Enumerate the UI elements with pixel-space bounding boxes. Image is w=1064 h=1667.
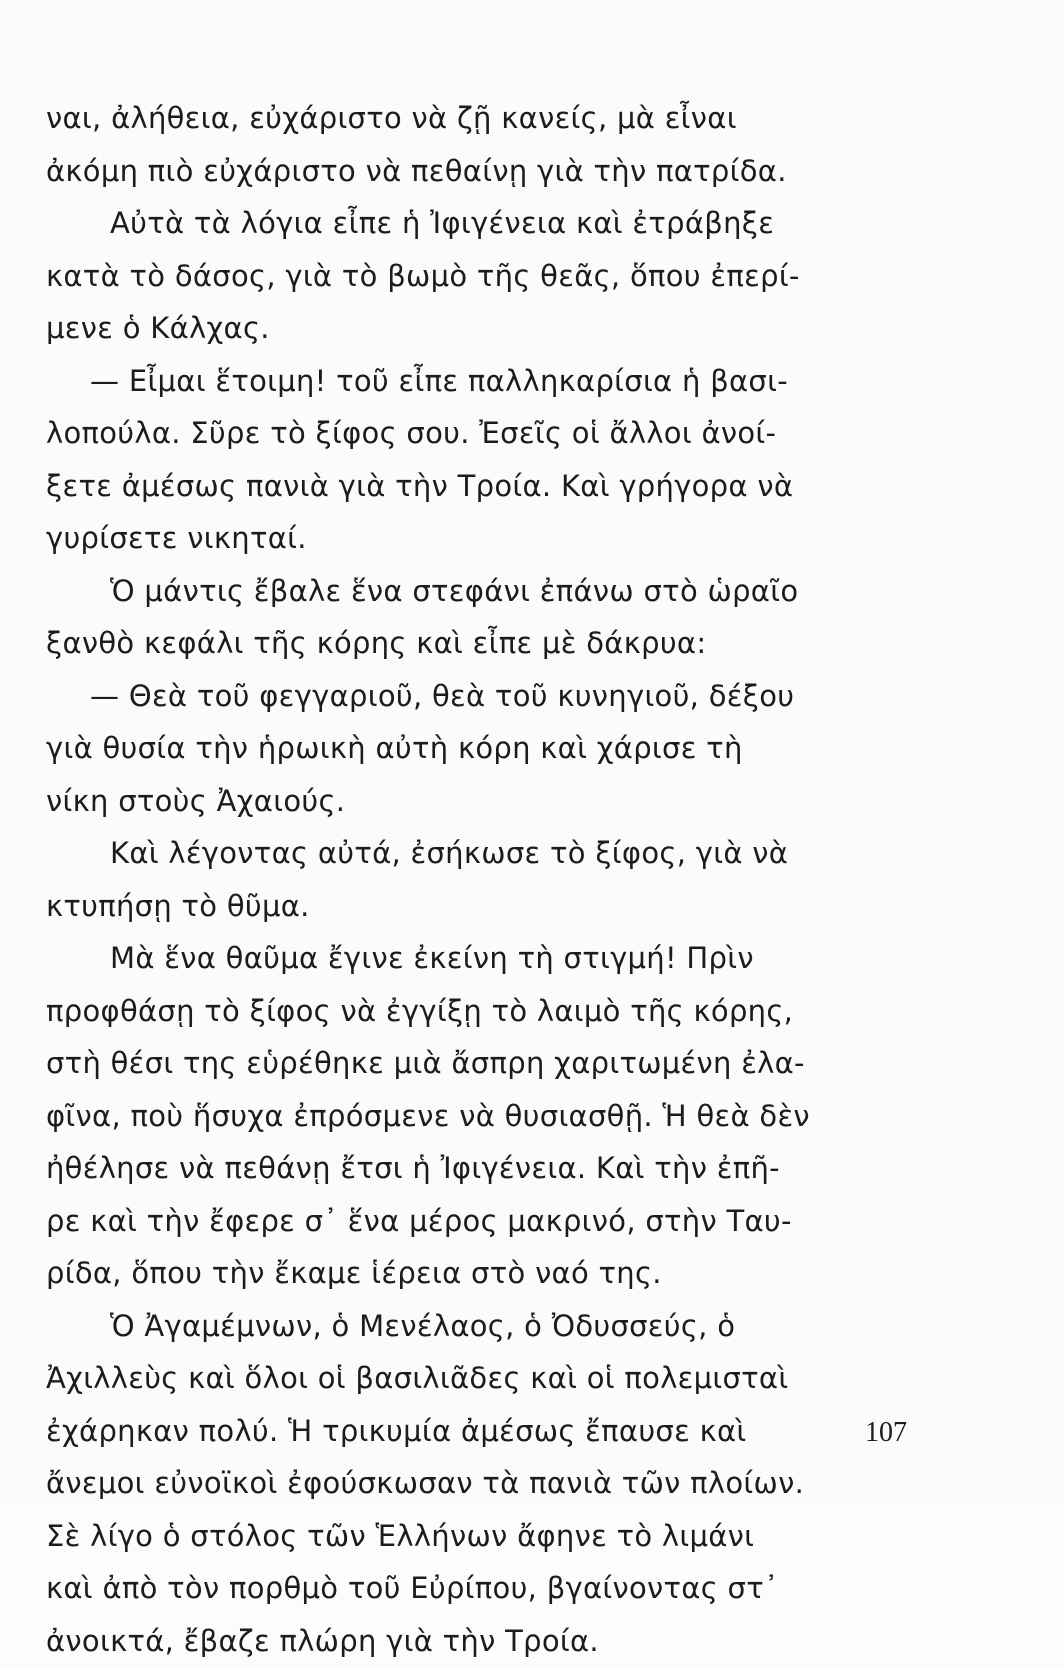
text-line: ρε καὶ τὴν ἔφερε σ᾽ ἕνα μέρος μακρινό, στὴν Ταυ-	[46, 1195, 916, 1248]
text-line: Σὲ λίγο ὁ στόλος τῶν Ἑλλήνων ἄφηνε τὸ λιμάνι	[46, 1510, 916, 1563]
text-line: Ὁ μάντις ἔβαλε ἕνα στεφάνι ἐπάνω στὸ ὡραῖο	[46, 565, 916, 618]
text-line: στὴ θέσι της εὑρέθηκε μιὰ ἄσπρη χαριτωμένη ἐλα-	[46, 1037, 916, 1090]
text-line: — Θεὰ τοῦ φεγγαριοῦ, θεὰ τοῦ κυνηγιοῦ, δέξου	[46, 670, 916, 723]
text-line: Μὰ ἕνα θαῦμα ἔγινε ἐκείνη τὴ στιγμή! Πρὶν	[46, 932, 916, 985]
text-line: λοπούλα. Σῦρε τὸ ξίφος σου. Ἐσεῖς οἱ ἄλλοι ἀνοί-	[46, 407, 916, 460]
text-line: φῖνα, ποὺ ἥσυχα ἐπρόσμενε νὰ θυσιασθῇ. Ἡ θεὰ δὲν	[46, 1090, 916, 1143]
text-line: μενε ὁ Κάλχας.	[46, 302, 916, 355]
body-text	[46, 92, 916, 1667]
text-line: γυρίσετε νικηταί.	[46, 512, 916, 565]
text-line: — Εἶμαι ἕτοιμη! τοῦ εἶπε παλληκαρίσια ἡ βασι-	[46, 355, 916, 408]
text-line: Αὐτὰ τὰ λόγια εἶπε ἡ Ἰφιγένεια καὶ ἐτράβηξε	[46, 197, 916, 250]
text-line: ξανθὸ κεφάλι τῆς κόρης καὶ εἶπε μὲ δάκρυα:	[46, 617, 916, 670]
text-line: γιὰ θυσία τὴν ἡρωικὴ αὐτὴ κόρη καὶ χάρισε τὴ	[46, 722, 916, 775]
page-number: 107	[865, 1417, 907, 1449]
text-line: ξετε ἀμέσως πανιὰ γιὰ τὴν Τροία. Καὶ γρήγορα νὰ	[46, 460, 916, 513]
text-line: κτυπήσῃ τὸ θῦμα.	[46, 880, 916, 933]
text-line: προφθάσῃ τὸ ξίφος νὰ ἐγγίξῃ τὸ λαιμὸ τῆς κόρης,	[46, 985, 916, 1038]
text-line: κατὰ τὸ δάσος, γιὰ τὸ βωμὸ τῆς θεᾶς, ὅπου ἐπερί-	[46, 250, 916, 303]
text-line: Ἀχιλλεὺς καὶ ὅλοι οἱ βασιλιᾶδες καὶ οἱ πολεμισταὶ	[46, 1352, 916, 1405]
text-line: ἀκόμη πιὸ εὐχάριστο νὰ πεθαίνῃ γιὰ τὴν πατρίδα.	[46, 145, 916, 198]
text-line: ἠθέλησε νὰ πεθάνῃ ἔτσι ἡ Ἰφιγένεια. Καὶ τὴν ἐπῆ-	[46, 1142, 916, 1195]
text-line: ἀνοικτά, ἔβαζε πλώρη γιὰ τὴν Τροία.	[46, 1615, 916, 1667]
text-line: ἄνεμοι εὐνοϊκοὶ ἐφούσκωσαν τὰ πανιὰ τῶν πλοίων.	[46, 1457, 916, 1510]
text-line: Ὁ Ἀγαμέμνων, ὁ Μενέλαος, ὁ Ὀδυσσεύς, ὁ	[46, 1300, 916, 1353]
text-line: ἐχάρηκαν πολύ. Ἡ τρικυμία ἀμέσως ἔπαυσε καὶ	[46, 1405, 916, 1458]
text-line: Καὶ λέγοντας αὐτά, ἐσήκωσε τὸ ξίφος, γιὰ νὰ	[46, 827, 916, 880]
text-line: ναι, ἀλήθεια, εὐχάριστο νὰ ζῇ κανείς, μὰ εἶναι	[46, 92, 916, 145]
text-line: καὶ ἀπὸ τὸν πορθμὸ τοῦ Εὐρίπου, βγαίνοντας στ᾽	[46, 1562, 916, 1615]
text-line: ρίδα, ὅπου τὴν ἔκαμε ἱέρεια στὸ ναό της.	[46, 1247, 916, 1300]
text-line: νίκη στοὺς Ἀχαιούς.	[46, 775, 916, 828]
